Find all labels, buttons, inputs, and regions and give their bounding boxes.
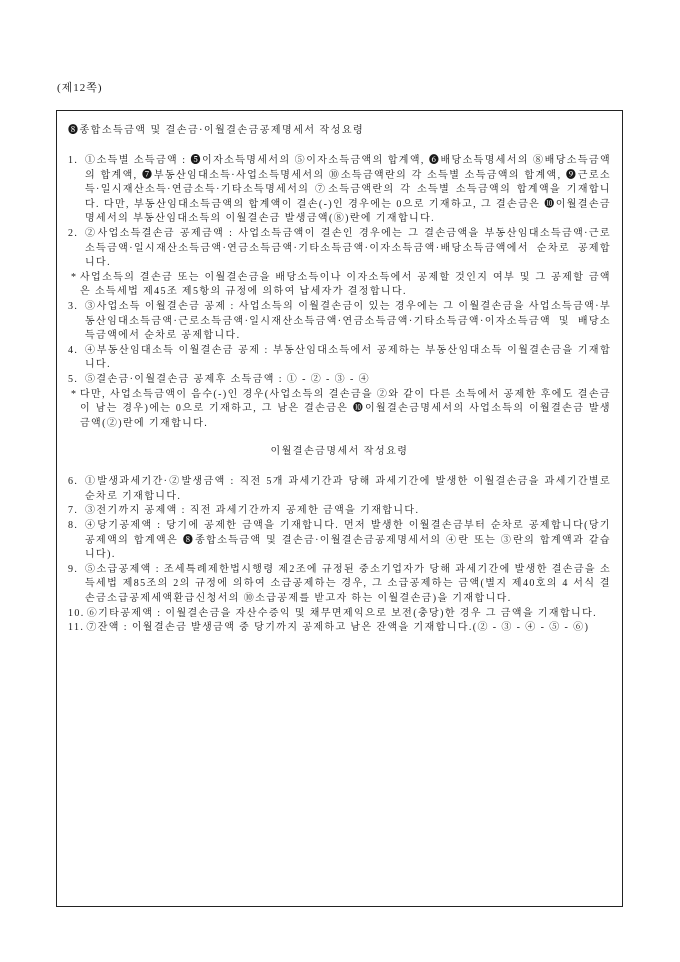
item-marker: 2. <box>68 227 79 239</box>
instruction-item <box>68 475 611 504</box>
item-text: ④부동산임대소득 이월결손금 공제 : 부동산임대소득에서 공제하는 부동산임대소득 이월결손금을 기재합니다. <box>85 344 611 371</box>
item-text: ⑤결손금·이월결손금 공제후 소득금액 : ① - ② - ③ - ④ <box>85 373 370 385</box>
instruction-item <box>68 519 611 563</box>
instruction-item <box>68 607 611 622</box>
instruction-item <box>68 373 611 388</box>
box-title: ❽종합소득금액 및 결손금·이월결손금공제명세서 작성요령 <box>68 125 365 136</box>
item-marker: 10. <box>68 607 85 619</box>
instruction-item <box>68 300 611 344</box>
instruction-item <box>68 504 611 519</box>
item-text: ①발생과세기간·②발생금액 : 직전 5개 과세기간과 당해 과세기간에 발생한 이월결손금을 과세기간별로 순차로 기재합니다. <box>85 476 611 502</box>
item-marker: 1. <box>68 155 79 166</box>
section2-items <box>68 475 611 636</box>
item-marker: * <box>71 388 78 400</box>
item-marker: 8. <box>68 520 79 532</box>
instruction-item <box>68 227 611 271</box>
item-text: ②사업소득결손금 공제금액 : 사업소득금액이 결손인 경우에는 그 결손금액을 부동산임대소득금액·근로소득금액·일시재산소득금액·연금소득금액·기타소득금액·이자소득금액·배당소득금액에서 순차로 공제합니다. <box>85 227 611 269</box>
item-marker: 9. <box>68 563 79 575</box>
item-text: 사업소득의 결손금 또는 이월결손금을 배당소득이나 이자소득에서 공제할 것인지 여부 및 그 공제할 금액은 소득세법 제45조 제5항의 규정에 의하여 납세자가 결정합니다. <box>80 271 611 298</box>
subsection-title: 이월결손금명세서 작성요령 <box>270 446 409 458</box>
item-marker: 5. <box>68 373 79 385</box>
item-marker: 7. <box>68 505 79 517</box>
item-marker: * <box>71 271 78 283</box>
item-text: ⑦잔액 : 이월결손금 발생금액 중 당기까지 공제하고 남은 잔액을 기재합니다.(② - ③ - ④ - ⑤ - ⑥) <box>86 622 590 634</box>
instruction-item <box>68 154 611 227</box>
page-number-label: (제12쪽) <box>57 82 103 94</box>
item-text: ④당기공제액 : 당기에 공제한 금액을 기재합니다. 먼저 발생한 이월결손금부터 순차로 공제합니다(당기공제액의 합계액은 ❽종합소득금액 및 결손금·이월결손금공제명세서의 ④란 또는 ③란의 합계액과 같습니다). <box>85 520 611 561</box>
item-text: ③사업소득 이월결손금 공제 : 사업소득의 이월결손금이 있는 경우에는 그 이월결손금을 사업소득금액·부동산임대소득금액·근로소득금액·일시재산소득금액·연금소득금액·기타소득금액·이자소득금액 및 배당소득금액에서 순차로 공제합니다. <box>85 300 611 342</box>
instruction-item <box>68 563 611 607</box>
item-marker: 6. <box>68 476 79 488</box>
item-text: ③전기까지 공제액 : 직전 과세기간까지 공제한 금액을 기재합니다. <box>85 505 420 517</box>
instruction-item <box>68 344 611 373</box>
instruction-note-item <box>68 388 611 432</box>
item-marker: 4. <box>68 344 79 356</box>
section1-items <box>68 154 611 431</box>
instruction-note-item <box>68 271 611 300</box>
item-text: 다만, 사업소득금액이 음수(-)인 경우(사업소득의 결손금을 ②와 같이 다른 소득에서 공제한 후에도 결손금이 남는 경우)에는 0으로 기재하고, 그 남은 결손금은 ❿이월결손금명세서의 사업소득의 이월결손금 발생금액(②)란에 기재합니다. <box>80 388 611 429</box>
item-text: ⑤소급공제액 : 조세특례제한법시행령 제2조에 규정된 중소기업자가 당해 과세기간에 발생한 결손금을 소득세법 제85조의 2의 규정에 의하여 소급공제하는 경우, 그 소급공제하는 금액(별지 제40호의 4 서식 결손금소급공제세액환급신청서의 ⑩소급공제를 받고자 하는 이월결손금)을 기재합니다. <box>85 563 611 605</box>
item-marker: 3. <box>68 300 79 312</box>
item-marker: 11. <box>68 622 85 634</box>
instructions-box <box>56 110 623 907</box>
instruction-item <box>68 621 611 636</box>
item-text: ⑥기타공제액 : 이월결손금을 자산수증익 및 채무면제익으로 보전(충당)한 경우 그 금액을 기재합니다. <box>86 607 598 619</box>
item-text: ①소득별 소득금액 : ❺이자소득명세서의 ⑤이자소득금액의 합계액, ❻배당소득명세서의 ⑧배당소득금액의 합계액, ❼부동산임대소득·사업소득명세서의 ⑩소득금액란의 각 소득별 소득금액의 합계액, ❾근로소득·일시재산소득·연금소득·기타소득명세서의 ⑦소득금액란의 각 소득별 소득금액의 합계액을 기재합니다. 다만, 부동산임대소득금액의 합계액이 결손(-)인 경우에는 0으로 기재하고, 그 결손금은 ❿이월결손금명세서의 부동산임대소득의 이월결손금 발생금액(⑧)란에 기재합니다. <box>85 155 611 225</box>
